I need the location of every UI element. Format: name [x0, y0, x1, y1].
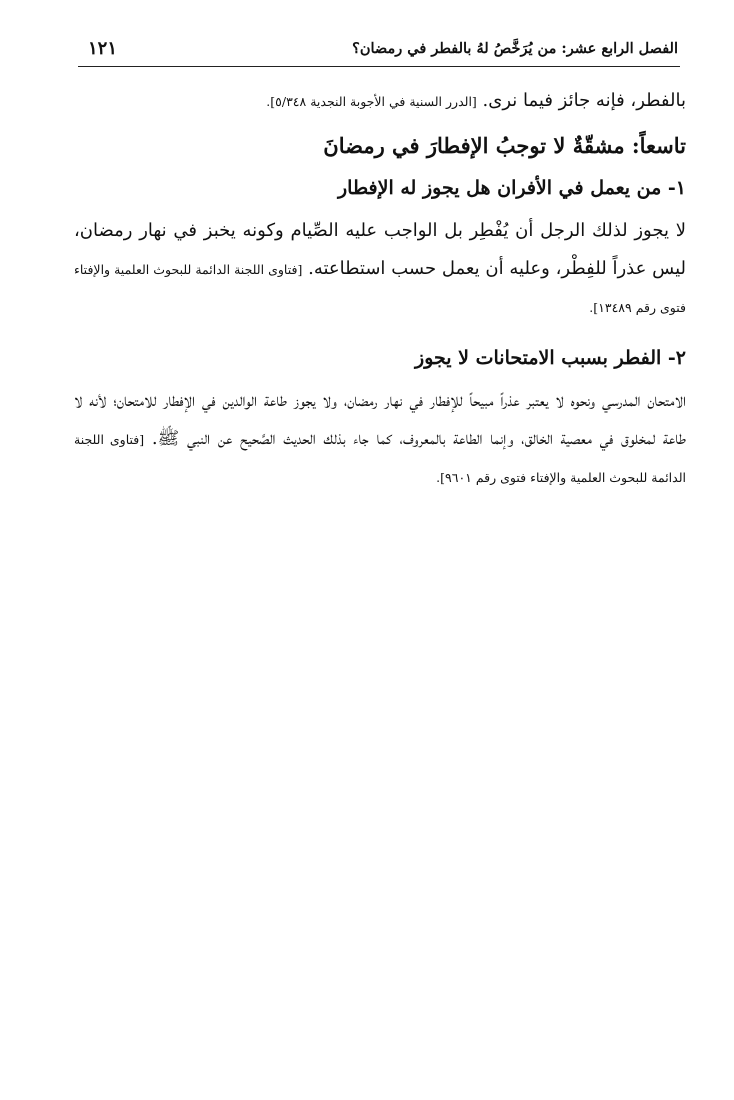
item-text-2: الامتحان المدرسي ونحوه لا يعتبر عذراً مبيحاً للإفطار في نهار رمضان، ولا يجوز طاعة الوالدين في الإفطار للامتحان؛ لأنه لا طاعة لمخلوق في معصية الخالق، وإنما الطاعة بالمعروف، كما جاء بذلك الحديث الصَّحيح عن النبي ﷺ.	[74, 390, 686, 449]
page-header	[78, 34, 680, 66]
item-paragraph-2	[74, 382, 686, 496]
item-text-1: لا يجوز لذلك الرجل أن يُفْطِر بل الواجب عليه الصِّيام وكونه يخبز في نهار رمضان، ليس عذراً للفِطْر، وعليه أن يعمل حسب استطاعته.	[74, 220, 686, 279]
page-number: ١٢١	[88, 38, 118, 59]
item-heading-1: ١- من يعمل في الأفران هل يجوز له الإفطار	[338, 177, 686, 199]
item-heading-2: ٢- الفطر بسبب الامتحانات لا يجوز	[415, 347, 686, 369]
intro-citation: [الدرر السنية في الأجوبة النجدية ٥/٣٤٨].	[266, 94, 477, 109]
running-chapter-title: الفصل الرابع عشر: من يُرَخَّصُ لهُ بالفطر في رمضان؟	[352, 40, 678, 57]
item-citation-2: [فتاوى اللجنة الدائمة للبحوث العلمية والإفتاء فتوى رقم ٩٦٠١].	[74, 432, 686, 485]
header-divider	[78, 66, 680, 67]
intro-paragraph	[74, 82, 686, 120]
item-paragraph-1	[74, 212, 686, 326]
spacer	[74, 330, 686, 334]
page-body	[74, 82, 686, 500]
intro-text: بالفطر، فإنه جائز فيما نرى.	[476, 90, 686, 111]
item-citation-1: [فتاوى اللجنة الدائمة للبحوث العلمية والإفتاء فتوى رقم ١٣٤٨٩].	[74, 262, 686, 315]
section-heading: تاسعاً: مشقّةٌ لا توجبُ الإفطارَ في رمضانَ	[323, 133, 686, 158]
